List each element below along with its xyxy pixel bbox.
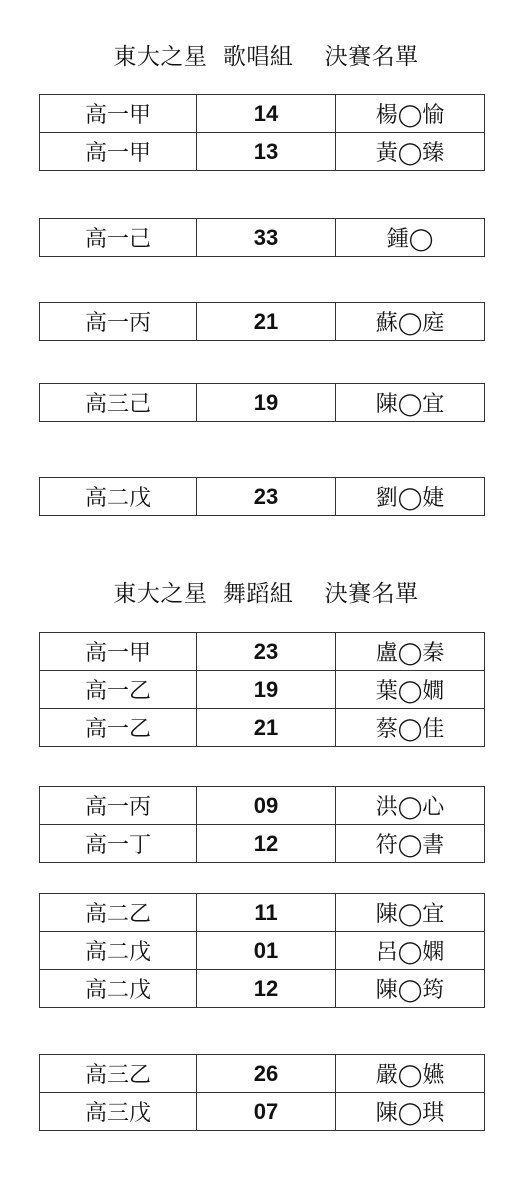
singing-group-3 xyxy=(39,302,485,341)
class-cell: 高二戊 xyxy=(40,478,197,516)
name-cell: 葉◯嫺 xyxy=(336,671,485,709)
table-row xyxy=(40,219,485,257)
table-row xyxy=(40,384,485,422)
table-row xyxy=(40,478,485,516)
table-row xyxy=(40,1093,485,1131)
name-cell: 黃◯臻 xyxy=(336,133,485,171)
name-cell: 楊◯愉 xyxy=(336,95,485,133)
table-row xyxy=(40,95,485,133)
dance-group-3 xyxy=(39,893,485,1008)
table-row xyxy=(40,633,485,671)
class-cell: 高一丁 xyxy=(40,825,197,863)
class-cell: 高三戊 xyxy=(40,1093,197,1131)
number-cell: 33 xyxy=(197,219,336,257)
singing-group-4 xyxy=(39,383,485,422)
number-cell: 23 xyxy=(197,478,336,516)
class-cell: 高一乙 xyxy=(40,671,197,709)
class-cell: 高一己 xyxy=(40,219,197,257)
dance-group-1 xyxy=(39,632,485,747)
name-cell: 符◯書 xyxy=(336,825,485,863)
number-cell: 11 xyxy=(197,894,336,932)
dance-section-title: 東大之星 舞蹈組 決賽名單 xyxy=(113,581,419,607)
class-cell: 高二戊 xyxy=(40,932,197,970)
class-cell: 高一丙 xyxy=(40,303,197,341)
class-cell: 高三己 xyxy=(40,384,197,422)
name-cell: 盧◯秦 xyxy=(336,633,485,671)
name-cell: 劉◯婕 xyxy=(336,478,485,516)
class-cell: 高二乙 xyxy=(40,894,197,932)
table-row xyxy=(40,671,485,709)
number-cell: 14 xyxy=(197,95,336,133)
name-cell: 陳◯宜 xyxy=(336,894,485,932)
number-cell: 26 xyxy=(197,1055,336,1093)
table-row xyxy=(40,825,485,863)
table-row xyxy=(40,894,485,932)
class-cell: 高二戊 xyxy=(40,970,197,1008)
number-cell: 09 xyxy=(197,787,336,825)
class-cell: 高一乙 xyxy=(40,709,197,747)
singing-group-2 xyxy=(39,218,485,257)
singing-group-1 xyxy=(39,94,485,171)
singing-section-title: 東大之星 歌唱組 決賽名單 xyxy=(113,44,419,70)
number-cell: 13 xyxy=(197,133,336,171)
table-row xyxy=(40,932,485,970)
name-cell: 蔡◯佳 xyxy=(336,709,485,747)
class-cell: 高一甲 xyxy=(40,633,197,671)
table-row xyxy=(40,133,485,171)
class-cell: 高一甲 xyxy=(40,133,197,171)
table-row xyxy=(40,303,485,341)
name-cell: 呂◯嫻 xyxy=(336,932,485,970)
dance-group-4 xyxy=(39,1054,485,1131)
number-cell: 19 xyxy=(197,671,336,709)
table-row xyxy=(40,970,485,1008)
name-cell: 蘇◯庭 xyxy=(336,303,485,341)
number-cell: 21 xyxy=(197,709,336,747)
number-cell: 01 xyxy=(197,932,336,970)
name-cell: 陳◯宜 xyxy=(336,384,485,422)
class-cell: 高三乙 xyxy=(40,1055,197,1093)
singing-group-5 xyxy=(39,477,485,516)
number-cell: 12 xyxy=(197,970,336,1008)
dance-group-2 xyxy=(39,786,485,863)
number-cell: 19 xyxy=(197,384,336,422)
name-cell: 陳◯琪 xyxy=(336,1093,485,1131)
name-cell: 嚴◯嬿 xyxy=(336,1055,485,1093)
table-row xyxy=(40,709,485,747)
number-cell: 07 xyxy=(197,1093,336,1131)
number-cell: 21 xyxy=(197,303,336,341)
number-cell: 23 xyxy=(197,633,336,671)
name-cell: 鍾◯ xyxy=(336,219,485,257)
table-row xyxy=(40,1055,485,1093)
table-row xyxy=(40,787,485,825)
class-cell: 高一甲 xyxy=(40,95,197,133)
name-cell: 洪◯心 xyxy=(336,787,485,825)
class-cell: 高一丙 xyxy=(40,787,197,825)
number-cell: 12 xyxy=(197,825,336,863)
name-cell: 陳◯筠 xyxy=(336,970,485,1008)
